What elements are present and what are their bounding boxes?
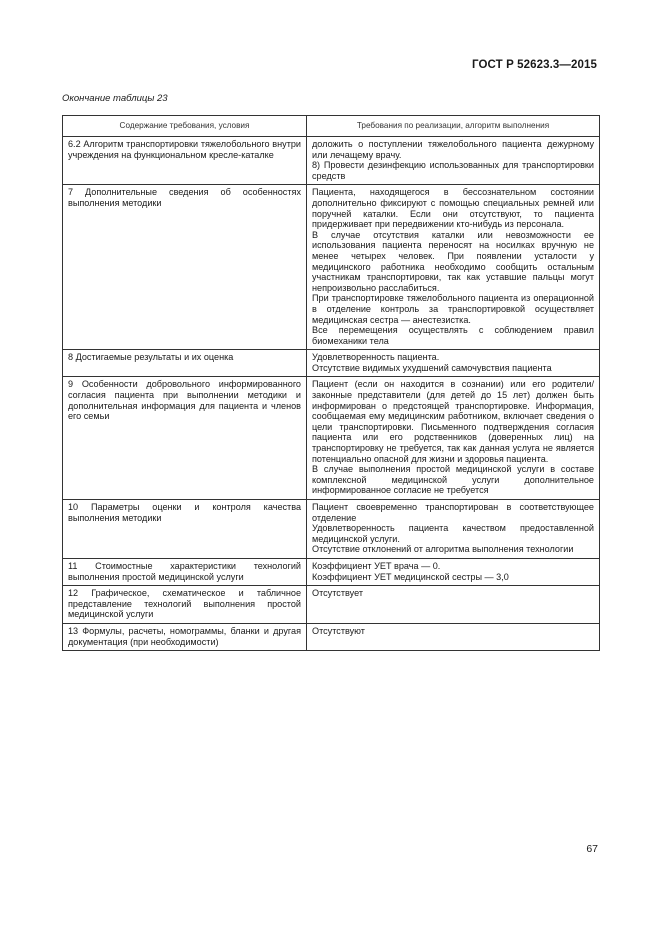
paragraph: Удовлетворенность пациента качеством предоставленной медицинской услуги. <box>312 523 594 544</box>
paragraph: Пациент (если он находится в сознании) или его родители/законные представители (для детей до 15 лет) должен быть информирован о предстоящей транспортировке. Информация, сообщаемая ему медицинским работником, включает сведения о цели транспортировки. Письменного подтверждения согласия пациента или его родственников (доверенных лиц) на транспортировку не требуется, так как данная услуга не является потенциально опасной для жизни и здоровья пациента. <box>312 379 594 464</box>
paragraph: Коэффициент УЕТ медицинской сестры — 3,0 <box>312 571 509 582</box>
paragraph: В случае отсутствия каталки или невозможности ее использования пациента переносят на носилках вручную не менее четырех человек. При появлении усталости у медицинского работника необходимо сообщить остальным участникам транспортировки, так как уставшие пальцы могут непроизвольно расслабиться. <box>312 229 594 293</box>
paragraph: доложить о поступлении тяжелобольного пациента дежурному или лечащему врачу. <box>312 139 594 160</box>
row-content <box>307 137 600 185</box>
row-content <box>307 623 600 650</box>
standard-code: ГОСТ Р 52623.3—2015 <box>472 59 597 71</box>
row-label: 12 Графическое, схематическое и табличное представление технологий выполнения простой медицинской услуги <box>63 586 307 624</box>
page-number: 67 <box>586 843 598 855</box>
paragraph: Пациент своевременно транспортирован в соответствующее отделение <box>312 502 594 523</box>
row-content <box>307 350 600 377</box>
row-label: 11 Стоимостные характеристики технологий выполнения простой медицинской услуги <box>63 558 307 585</box>
row-content <box>307 558 600 585</box>
paragraph: Отсутствуют <box>312 625 365 636</box>
paragraph: Отсутствие отклонений от алгоритма выполнения технологии <box>312 544 574 555</box>
table-caption: Окончание таблицы 23 <box>62 93 168 104</box>
table-row <box>63 558 600 585</box>
row-content <box>307 586 600 624</box>
requirements-table <box>62 115 600 651</box>
paragraph: Удовлетворенность пациента. <box>312 352 440 363</box>
row-label: 10 Параметры оценки и контроля качества выполнения методики <box>63 500 307 559</box>
paragraph: В случае выполнения простой медицинской услуги в составе комплексной медицинской услуги дополнительное информированное согласие не требуется <box>312 464 594 496</box>
table-row <box>63 185 600 350</box>
row-label: 8 Достигаемые результаты и их оценка <box>63 350 307 377</box>
table-row <box>63 377 600 500</box>
table-row <box>63 137 600 185</box>
paragraph: Коэффициент УЕТ врача — 0. <box>312 560 441 571</box>
paragraph: Пациента, находящегося в бессознательном состоянии дополнительно фиксируют с помощью специальных ремней или поручней каталки. Если они отсутствуют, то пациента придерживает при передвижении кто-нибудь из персонала. <box>312 187 594 230</box>
paragraph: 8) Провести дезинфекцию использованных для транспортировки средств <box>312 160 594 181</box>
table-row <box>63 623 600 650</box>
paragraph: Все перемещения осуществлять с соблюдением правил биомеханики тела <box>312 325 594 346</box>
row-label: 7 Дополнительные сведения об особенностях выполнения методики <box>63 185 307 350</box>
table-header-row <box>63 116 600 137</box>
paragraph: При транспортировке тяжелобольного пациента из операционной в отделение контроль за транспортировкой осуществляет медицинская сестра — анестезистка. <box>312 293 594 325</box>
paragraph: Отсутствие видимых ухудшений самочувствия пациента <box>312 362 552 373</box>
column-header-implementation: Требования по реализации, алгоритм выполнения <box>307 116 600 137</box>
table-row <box>63 586 600 624</box>
column-header-requirements: Содержание требования, условия <box>63 116 307 137</box>
row-content <box>307 185 600 350</box>
row-label: 9 Особенности добровольного информированного согласия пациента при выполнении методики и дополнительная информация для пациента и членов его семьи <box>63 377 307 500</box>
table-row <box>63 350 600 377</box>
row-content <box>307 500 600 559</box>
paragraph: Отсутствует <box>312 588 364 599</box>
row-content <box>307 377 600 500</box>
table-row <box>63 500 600 559</box>
row-label: 6.2 Алгоритм транспортировки тяжелобольного внутри учреждения на функциональном кресле-каталке <box>63 137 307 185</box>
row-label: 13 Формулы, расчеты, номограммы, бланки и другая документация (при необходимости) <box>63 623 307 650</box>
